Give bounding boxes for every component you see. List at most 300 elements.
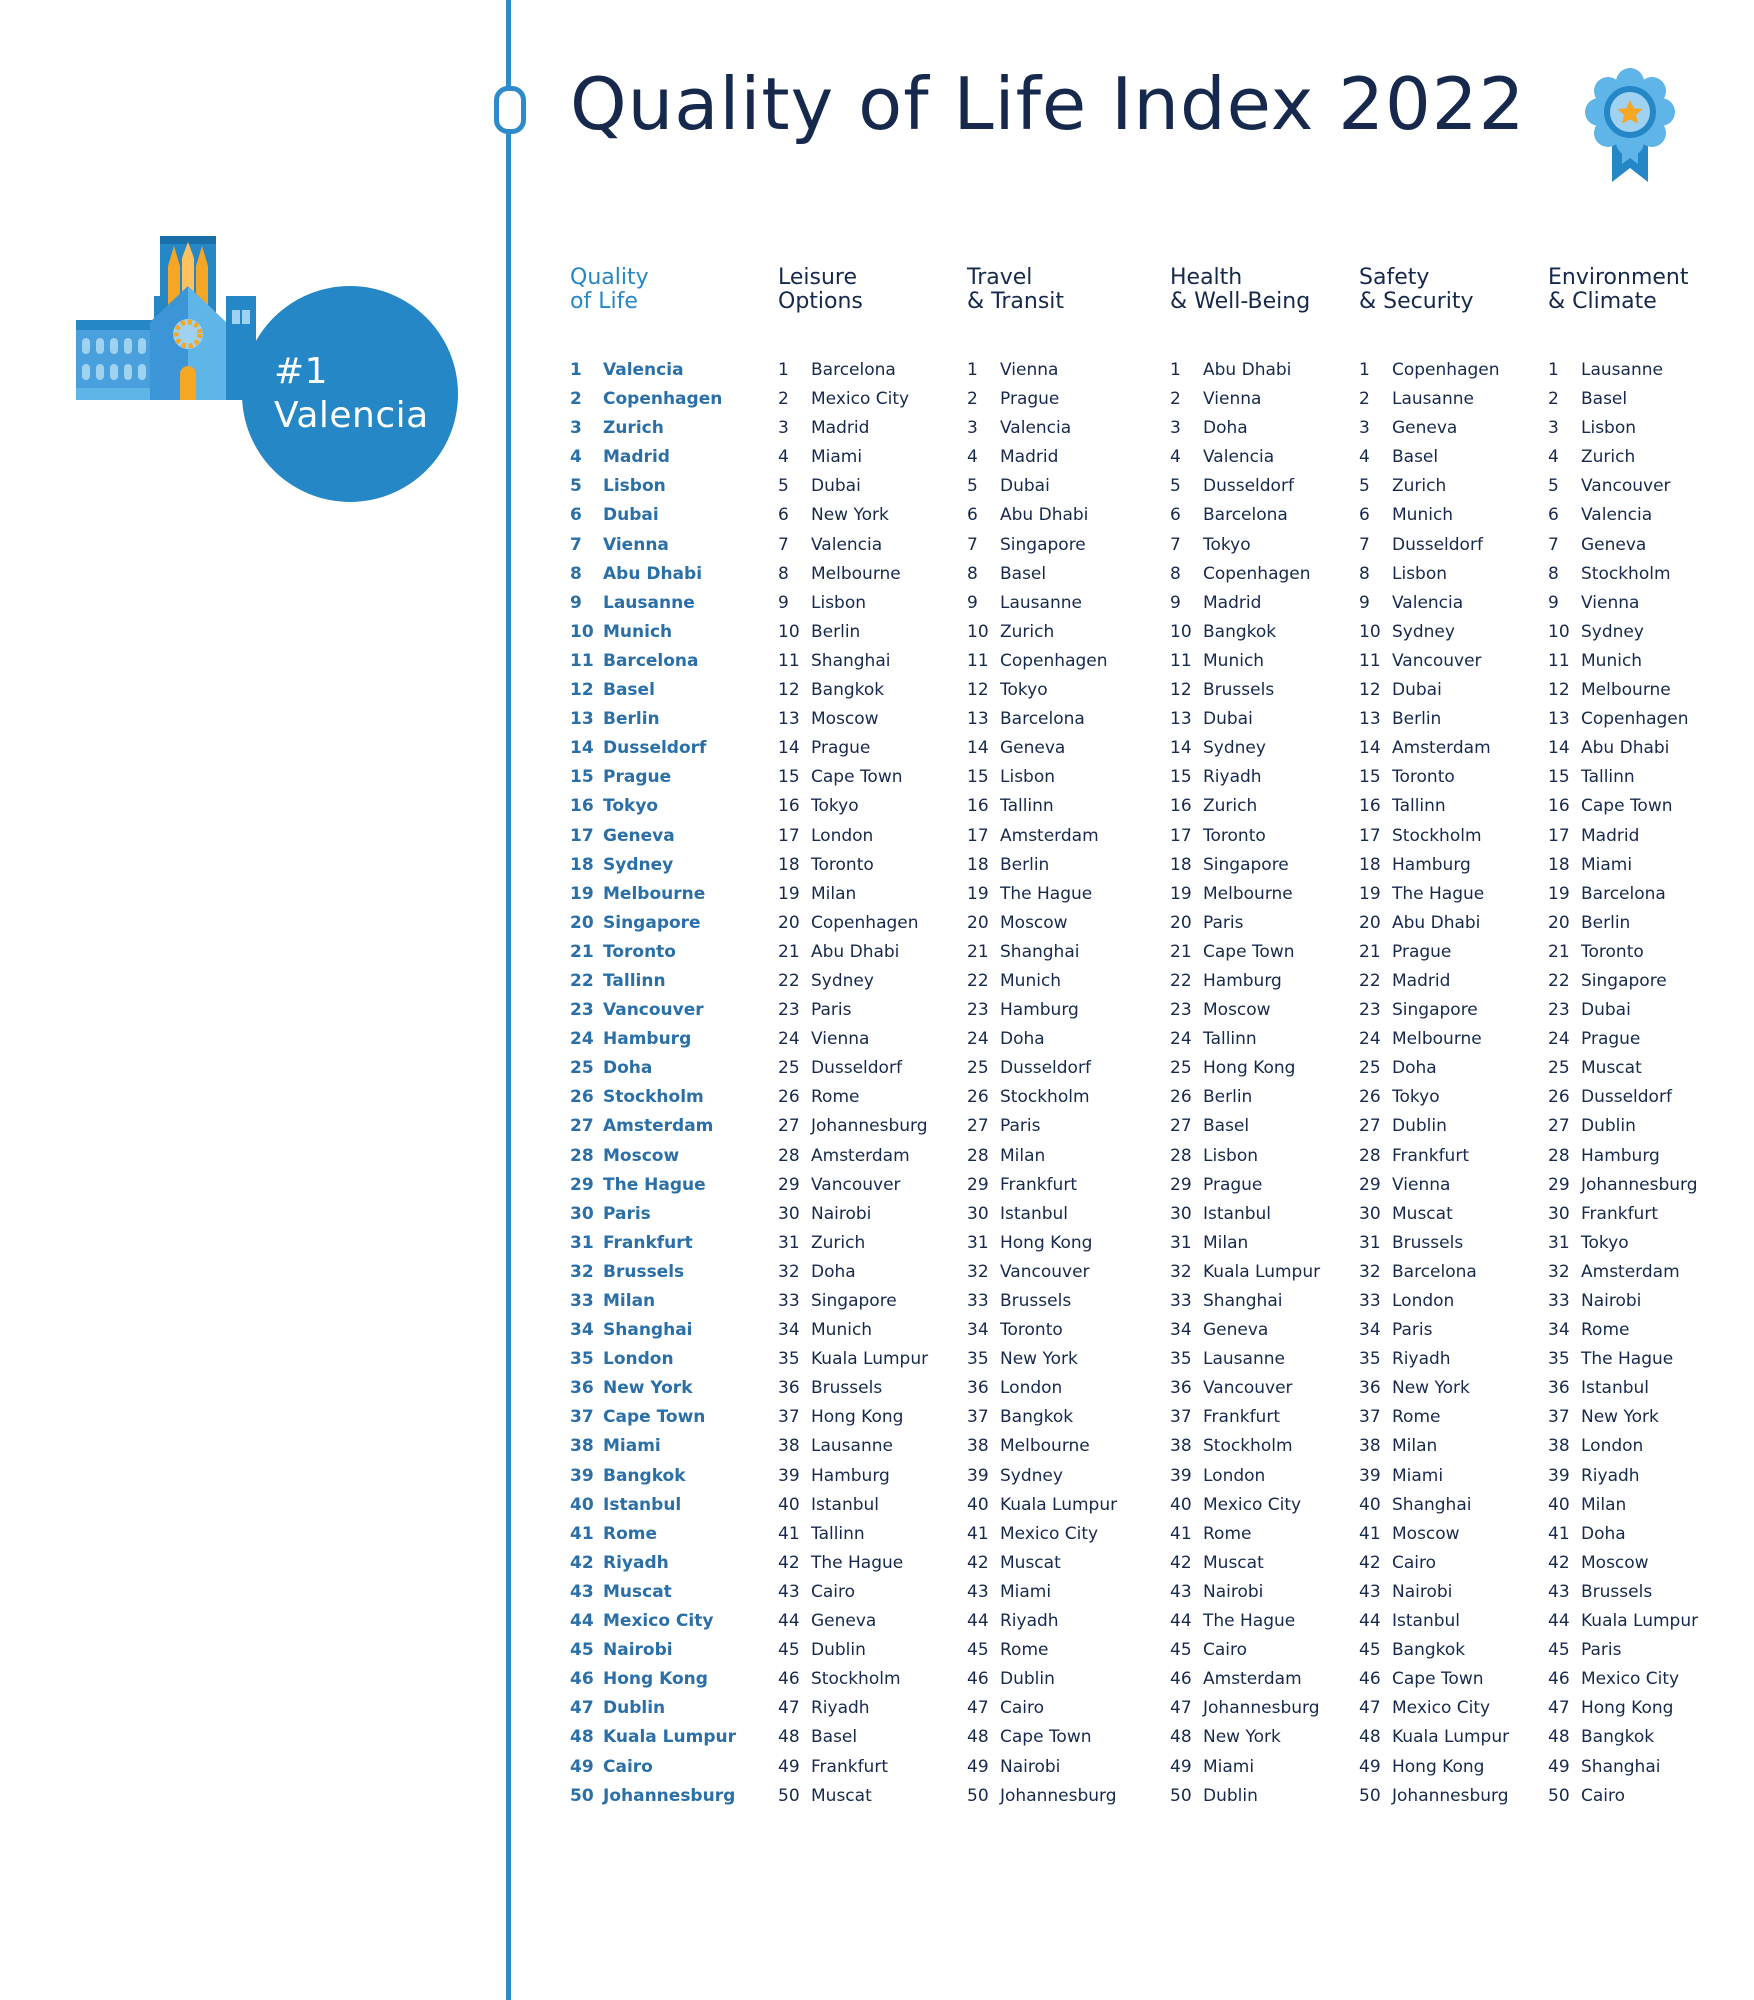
rank-number: 13: [570, 709, 594, 730]
city-name: Lisbon: [1392, 563, 1448, 584]
rank-number: 27: [778, 1116, 800, 1137]
rank-number: 36: [1359, 1378, 1381, 1399]
city-name: Mexico City: [1392, 1698, 1491, 1719]
rank-number: 41: [778, 1523, 800, 1544]
ranking-row: [967, 792, 1117, 821]
rank-number: 45: [570, 1640, 594, 1661]
ranking-row: [778, 1200, 928, 1229]
rank-number: 14: [967, 738, 989, 759]
city-name: Abu Dhabi: [1392, 912, 1481, 933]
city-name: Munich: [1392, 505, 1454, 526]
city-name: Berlin: [1000, 854, 1050, 875]
rank-number: 36: [570, 1378, 594, 1399]
city-name: Dublin: [1392, 1116, 1447, 1137]
ranking-row: [778, 851, 928, 880]
rank-number: 19: [570, 883, 594, 904]
rank-number: 23: [967, 1000, 989, 1021]
rank-number: 17: [1170, 825, 1192, 846]
rank-number: 37: [967, 1407, 989, 1428]
rank-number: 21: [570, 941, 594, 962]
ranking-row: [1548, 909, 1698, 938]
city-name: Zurich: [1000, 621, 1055, 642]
city-name: Basel: [1000, 563, 1047, 584]
rank-number: 39: [1548, 1465, 1570, 1486]
city-name: Amsterdam: [603, 1116, 714, 1137]
rank-number: 7: [778, 534, 789, 555]
city-name: Basel: [811, 1727, 858, 1748]
city-name: Brussels: [1392, 1232, 1464, 1253]
ranking-row: [1170, 1549, 1320, 1578]
city-name: London: [1000, 1378, 1063, 1399]
ranking-row: [1170, 1432, 1320, 1461]
rank-number: 2: [1170, 389, 1181, 410]
city-name: London: [603, 1349, 674, 1370]
rank-number: 20: [570, 912, 594, 933]
city-name: Toronto: [811, 854, 874, 875]
ranking-row: [1170, 967, 1320, 996]
ranking-list: [778, 356, 928, 1811]
ranking-row: [778, 1694, 928, 1723]
rank-number: 34: [570, 1320, 594, 1341]
city-name: The Hague: [1392, 883, 1485, 904]
rank-number: 38: [1548, 1436, 1570, 1457]
ranking-row: [967, 1054, 1117, 1083]
city-name: Vienna: [1203, 389, 1262, 410]
rank-number: 45: [1359, 1640, 1381, 1661]
ranking-row: [1170, 1287, 1320, 1316]
rank-number: 35: [778, 1349, 800, 1370]
winner-rank: #1: [274, 351, 329, 392]
ranking-row: [967, 1287, 1117, 1316]
rank-number: 4: [570, 447, 582, 468]
rank-number: 10: [1359, 621, 1381, 642]
city-name: Zurich: [1581, 447, 1636, 468]
rank-number: 49: [570, 1756, 594, 1777]
city-name: Nairobi: [1000, 1756, 1061, 1777]
city-name: Rome: [811, 1087, 860, 1108]
rank-number: 33: [1359, 1291, 1381, 1311]
ranking-row: [1359, 1549, 1509, 1578]
city-name: Vancouver: [1581, 476, 1671, 497]
city-name: Cape Town: [1203, 941, 1295, 962]
rank-number: 36: [1548, 1378, 1570, 1399]
ranking-row: [967, 1142, 1117, 1171]
ranking-row: [778, 1549, 928, 1578]
ranking-row: [570, 851, 736, 880]
rank-number: 33: [778, 1291, 800, 1311]
city-name: Lisbon: [1000, 767, 1056, 788]
city-name: Prague: [603, 767, 672, 788]
rank-number: 32: [967, 1261, 989, 1282]
city-name: Sydney: [1000, 1465, 1063, 1486]
rank-number: 2: [967, 389, 978, 410]
rank-number: 11: [1170, 650, 1192, 671]
city-name: Milan: [811, 883, 857, 904]
rank-number: 31: [778, 1232, 800, 1253]
rank-number: 5: [967, 476, 978, 497]
ranking-row: [1359, 1345, 1509, 1374]
rank-number: 47: [1548, 1698, 1570, 1719]
rank-number: 32: [1548, 1261, 1570, 1282]
rank-number: 33: [1170, 1291, 1192, 1311]
city-name: Hong Kong: [1203, 1058, 1296, 1079]
ranking-row: [778, 1578, 928, 1607]
winner-city: Valencia: [274, 395, 429, 436]
rank-number: 50: [967, 1785, 989, 1806]
ranking-row: [1359, 1432, 1509, 1461]
ranking-row: [1359, 1403, 1509, 1432]
city-name: Paris: [1000, 1116, 1041, 1137]
city-name: Cape Town: [603, 1407, 706, 1428]
rank-number: 30: [1170, 1203, 1192, 1224]
rank-number: 29: [967, 1174, 989, 1195]
ranking-row: [1359, 647, 1509, 676]
rank-number: 22: [570, 970, 594, 991]
city-name: Muscat: [1581, 1058, 1642, 1079]
rank-number: 32: [1170, 1261, 1192, 1282]
rank-number: 26: [1548, 1087, 1570, 1108]
city-name: Stockholm: [1203, 1436, 1293, 1457]
rank-number: 10: [1548, 621, 1570, 642]
ranking-row: [1170, 385, 1320, 414]
ranking-row: [967, 1171, 1117, 1200]
city-name: Moscow: [1581, 1552, 1649, 1573]
rank-number: 19: [967, 883, 989, 904]
ranking-row: [570, 1287, 736, 1316]
ranking-row: [967, 1665, 1117, 1694]
city-name: Miami: [811, 447, 863, 468]
ranking-row: [1359, 1374, 1509, 1403]
city-name: Johannesburg: [1581, 1174, 1698, 1195]
rank-number: 24: [967, 1029, 989, 1050]
rank-number: 4: [1170, 447, 1181, 468]
city-name: Hamburg: [1203, 970, 1282, 991]
city-name: Bangkok: [1203, 621, 1277, 642]
rank-number: 4: [1359, 447, 1370, 468]
city-name: Istanbul: [1392, 1611, 1461, 1632]
ranking-row: [1170, 1054, 1320, 1083]
ranking-row: [1359, 443, 1509, 472]
rank-number: 42: [1548, 1552, 1570, 1573]
rank-number: 17: [967, 825, 989, 846]
city-name: Melbourne: [1392, 1029, 1482, 1050]
city-name: Hong Kong: [603, 1669, 708, 1690]
rank-number: 47: [1170, 1698, 1192, 1719]
rank-number: 31: [1548, 1232, 1570, 1253]
city-name: Madrid: [1000, 447, 1059, 468]
rank-number: 27: [1170, 1116, 1192, 1137]
city-name: Berlin: [811, 621, 861, 642]
city-name: Cairo: [603, 1756, 653, 1777]
rank-number: 34: [778, 1320, 800, 1341]
rank-number: 30: [570, 1203, 594, 1224]
city-name: Copenhagen: [603, 389, 723, 410]
city-name: Shanghai: [603, 1320, 693, 1341]
ranking-row: [967, 705, 1117, 734]
ranking-list: [570, 356, 736, 1811]
rank-number: 13: [1170, 709, 1192, 730]
rank-number: 39: [1359, 1465, 1381, 1486]
city-name: Doha: [1000, 1029, 1045, 1050]
city-name: Cape Town: [1581, 796, 1673, 817]
rank-number: 44: [778, 1611, 800, 1632]
rank-number: 24: [1170, 1029, 1192, 1050]
ranking-row: [1170, 414, 1320, 443]
city-name: Valencia: [1000, 418, 1072, 439]
rank-number: 7: [1548, 534, 1559, 555]
city-name: Abu Dhabi: [603, 563, 703, 584]
ranking-row: [1359, 414, 1509, 443]
rank-number: 35: [1548, 1349, 1570, 1370]
city-name: Muscat: [1392, 1203, 1453, 1224]
ranking-row: [967, 589, 1117, 618]
rank-number: 10: [570, 621, 594, 642]
column-health-well-being: [1170, 266, 1320, 1811]
ranking-row: [778, 909, 928, 938]
ranking-row: [967, 1200, 1117, 1229]
city-name: Dubai: [603, 505, 659, 526]
ranking-list: [1170, 356, 1320, 1811]
rank-number: 46: [1548, 1669, 1570, 1690]
ranking-row: [1170, 1462, 1320, 1491]
ranking-row: [778, 880, 928, 909]
ranking-row: [1548, 1083, 1698, 1112]
ranking-row: [1548, 1054, 1698, 1083]
city-name: Melbourne: [1000, 1436, 1090, 1457]
ranking-row: [570, 1054, 736, 1083]
ranking-row: [778, 1171, 928, 1200]
city-name: Singapore: [603, 912, 701, 933]
rank-number: 9: [778, 592, 789, 613]
rank-number: 36: [967, 1378, 989, 1399]
city-name: Cape Town: [1000, 1727, 1092, 1748]
city-name: Basel: [1203, 1116, 1250, 1137]
ranking-row: [1548, 1374, 1698, 1403]
rank-number: 32: [778, 1261, 800, 1282]
city-name: Hong Kong: [811, 1407, 904, 1428]
ranking-row: [1548, 618, 1698, 647]
ranking-row: [1359, 1083, 1509, 1112]
rank-number: 9: [967, 592, 978, 613]
city-name: Dubai: [1581, 1000, 1631, 1021]
city-name: Geneva: [1392, 418, 1458, 439]
city-name: Brussels: [811, 1378, 883, 1399]
city-name: Vancouver: [1392, 650, 1482, 671]
city-name: London: [811, 825, 874, 846]
ranking-row: [967, 1694, 1117, 1723]
ranking-row: [1548, 1432, 1698, 1461]
ranking-row: [967, 1491, 1117, 1520]
city-name: Dusseldorf: [1000, 1058, 1091, 1079]
rank-number: 24: [1548, 1029, 1570, 1050]
city-name: Toronto: [1203, 825, 1266, 846]
rank-number: 8: [1359, 563, 1370, 584]
city-name: Istanbul: [1203, 1203, 1272, 1224]
rank-number: 10: [967, 621, 989, 642]
rank-number: 30: [1548, 1203, 1570, 1224]
rank-number: 14: [1548, 738, 1570, 759]
rank-number: 24: [1359, 1029, 1381, 1050]
rank-number: 47: [778, 1698, 800, 1719]
city-name: Sydney: [1203, 738, 1266, 759]
city-name: Hong Kong: [1392, 1756, 1485, 1777]
city-name: Mexico City: [1000, 1523, 1099, 1544]
rank-number: 9: [570, 592, 582, 613]
city-name: Frankfurt: [603, 1232, 693, 1253]
city-name: Nairobi: [1203, 1581, 1264, 1602]
city-name: Berlin: [1581, 912, 1631, 933]
ranking-row: [1359, 676, 1509, 705]
rank-number: 50: [1170, 1785, 1192, 1806]
city-name: Doha: [603, 1058, 653, 1079]
ranking-row: [1170, 705, 1320, 734]
rank-number: 25: [1170, 1058, 1192, 1079]
ranking-row: [778, 1287, 928, 1316]
city-name: Lausanne: [1203, 1349, 1285, 1370]
rank-number: 17: [570, 825, 594, 846]
city-name: Kuala Lumpur: [1000, 1494, 1118, 1515]
city-name: Johannesburg: [1203, 1698, 1320, 1719]
rank-number: 25: [967, 1058, 989, 1079]
rank-number: 41: [1170, 1523, 1192, 1544]
column-safety-security: [1359, 266, 1509, 1811]
city-name: Sydney: [1581, 621, 1644, 642]
city-name: Miami: [1000, 1581, 1052, 1602]
ranking-row: [570, 1200, 736, 1229]
ranking-row: [778, 1753, 928, 1782]
ranking-row: [570, 1462, 736, 1491]
rank-number: 34: [967, 1320, 989, 1341]
city-name: The Hague: [603, 1174, 706, 1195]
ranking-row: [967, 1316, 1117, 1345]
city-name: Geneva: [1203, 1320, 1269, 1341]
city-name: Madrid: [1203, 592, 1262, 613]
city-name: Cairo: [1392, 1552, 1437, 1573]
city-name: Singapore: [1000, 534, 1086, 555]
rank-number: 46: [570, 1669, 594, 1690]
city-name: Dubai: [1203, 709, 1253, 730]
city-name: Vancouver: [603, 1000, 704, 1021]
city-name: Lausanne: [1581, 360, 1663, 380]
ranking-row: [1170, 647, 1320, 676]
rank-number: 44: [1548, 1611, 1570, 1632]
city-name: Dublin: [603, 1698, 666, 1719]
city-name: Nairobi: [811, 1203, 872, 1224]
city-name: Zurich: [603, 418, 664, 439]
city-name: Copenhagen: [811, 912, 919, 933]
rank-number: 12: [1359, 680, 1381, 701]
city-name: Barcelona: [1392, 1261, 1477, 1282]
ranking-row: [1359, 909, 1509, 938]
rank-number: 31: [1170, 1232, 1192, 1253]
city-name: New York: [603, 1378, 693, 1399]
rank-number: 26: [1359, 1087, 1381, 1108]
rank-number: 2: [1359, 389, 1370, 410]
city-name: Prague: [811, 738, 871, 759]
rank-number: 48: [1359, 1727, 1381, 1748]
ranking-row: [1548, 1345, 1698, 1374]
city-name: Vancouver: [811, 1174, 901, 1195]
ranking-row: [1359, 1491, 1509, 1520]
ranking-row: [778, 560, 928, 589]
city-name: Zurich: [1392, 476, 1447, 497]
ranking-row: [967, 647, 1117, 676]
ranking-row: [1548, 1171, 1698, 1200]
city-name: Shanghai: [1000, 941, 1080, 962]
city-name: Kuala Lumpur: [1581, 1611, 1699, 1632]
rank-number: 6: [1170, 505, 1181, 526]
ranking-row: [1548, 1258, 1698, 1287]
ranking-row: [1548, 851, 1698, 880]
rank-number: 30: [1359, 1203, 1381, 1224]
rank-number: 11: [967, 650, 989, 671]
rank-number: 26: [778, 1087, 800, 1108]
city-name: Milan: [1392, 1436, 1438, 1457]
city-name: Moscow: [603, 1145, 680, 1166]
rank-number: 5: [1170, 476, 1181, 497]
ranking-row: [1548, 1200, 1698, 1229]
city-name: Brussels: [603, 1261, 685, 1282]
city-name: Brussels: [1581, 1581, 1653, 1602]
ranking-row: [1359, 589, 1509, 618]
city-name: Tokyo: [811, 796, 859, 817]
rank-number: 29: [778, 1174, 800, 1195]
rank-number: 28: [967, 1145, 989, 1166]
rank-number: 40: [778, 1494, 800, 1515]
ranking-row: [1548, 1723, 1698, 1752]
city-name: Kuala Lumpur: [603, 1727, 736, 1748]
ranking-row: [1170, 1142, 1320, 1171]
ranking-row: [1170, 909, 1320, 938]
ranking-row: [967, 1345, 1117, 1374]
city-name: Riyadh: [1392, 1349, 1451, 1370]
city-name: Singapore: [1392, 1000, 1478, 1021]
ranking-row: [778, 763, 928, 792]
city-name: Copenhagen: [1392, 360, 1500, 380]
rank-number: 13: [1548, 709, 1570, 730]
ranking-row: [570, 909, 736, 938]
rank-number: 31: [1359, 1232, 1381, 1253]
rank-number: 22: [778, 970, 800, 991]
city-name: Toronto: [1392, 767, 1455, 788]
ranking-row: [1170, 822, 1320, 851]
ranking-row: [570, 1258, 736, 1287]
city-name: Abu Dhabi: [1203, 360, 1292, 380]
rank-number: 3: [967, 418, 978, 439]
city-name: Kuala Lumpur: [811, 1349, 929, 1370]
rank-number: 7: [1170, 534, 1181, 555]
ranking-row: [1548, 1142, 1698, 1171]
rank-number: 14: [1170, 738, 1192, 759]
rank-number: 21: [967, 941, 989, 962]
rank-number: 34: [1359, 1320, 1381, 1341]
ranking-row: [570, 822, 736, 851]
rank-number: 44: [570, 1611, 594, 1632]
city-name: Lisbon: [1203, 1145, 1259, 1166]
rank-number: 16: [1359, 796, 1381, 817]
city-name: Mexico City: [603, 1611, 714, 1632]
city-name: Stockholm: [1000, 1087, 1090, 1108]
city-name: Geneva: [1000, 738, 1066, 759]
rank-number: 3: [570, 418, 582, 439]
ranking-row: [1170, 1316, 1320, 1345]
city-name: Copenhagen: [1203, 563, 1311, 584]
rank-number: 23: [1170, 1000, 1192, 1021]
city-name: Lausanne: [603, 592, 695, 613]
rank-number: 12: [1548, 680, 1570, 701]
ranking-row: [778, 1665, 928, 1694]
rank-number: 35: [1170, 1349, 1192, 1370]
